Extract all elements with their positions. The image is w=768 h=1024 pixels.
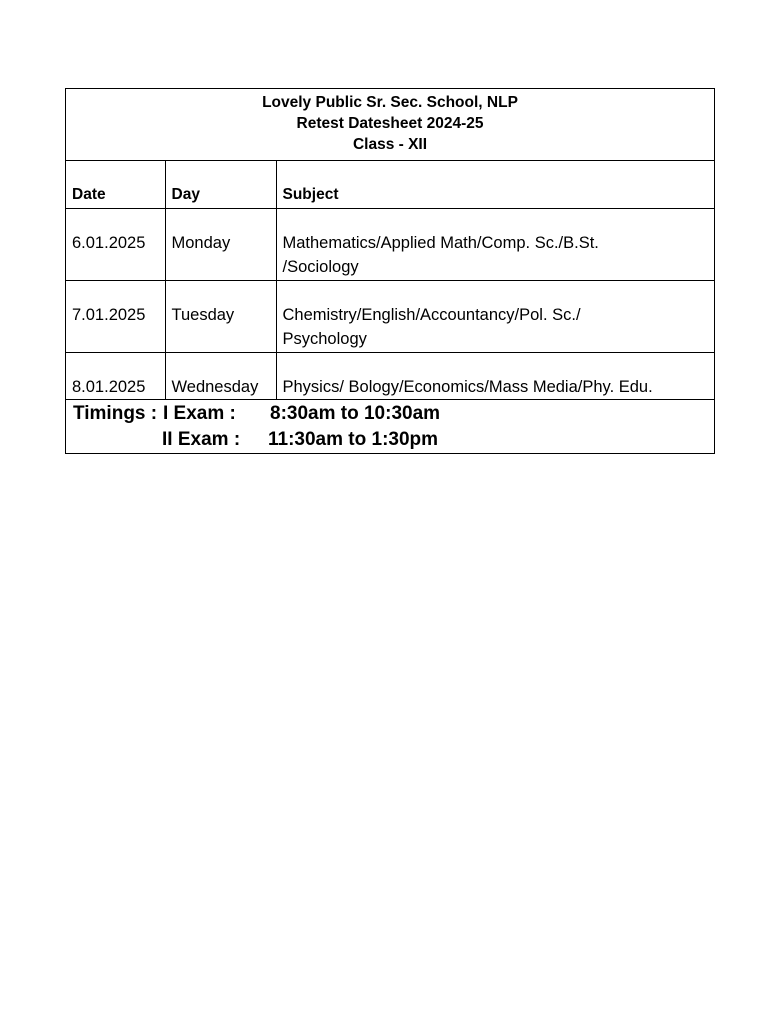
class-label: Class - XII — [352, 136, 428, 153]
column-header-date: Date — [66, 161, 165, 208]
row-subject — [276, 280, 714, 352]
datesheet-header — [66, 89, 714, 161]
exam2-time: 11:30am to 1:30pm — [268, 428, 439, 450]
schedule-grid — [66, 161, 714, 400]
table-row — [66, 352, 714, 399]
row-subject-line: /Sociology — [282, 257, 359, 276]
row-day: Monday — [165, 208, 276, 280]
column-header-day: Day — [165, 161, 276, 208]
school-name: Lovely Public Sr. Sec. School, NLP — [262, 94, 518, 111]
row-subject-line: Mathematics/Applied Math/Comp. Sc./B.St. — [282, 233, 599, 252]
column-header-row — [66, 161, 714, 208]
row-subject — [276, 208, 714, 280]
timing-line-first — [73, 401, 714, 427]
datesheet-table — [65, 88, 715, 454]
row-day: Tuesday — [165, 280, 276, 352]
row-subject-line: Psychology — [282, 329, 367, 348]
exam-timings — [66, 400, 714, 453]
timings-label: Timings : — [73, 402, 158, 424]
column-header-subject: Subject — [276, 161, 714, 208]
table-row — [66, 280, 714, 352]
row-subject-line: Chemistry/English/Accountancy/Pol. Sc./ — [282, 305, 581, 324]
row-date: 8.01.2025 — [66, 352, 165, 399]
row-subject: Physics/ Bology/Economics/Mass Media/Phy. Edu. — [276, 352, 714, 399]
row-day: Wednesday — [165, 352, 276, 399]
row-date: 6.01.2025 — [66, 208, 165, 280]
exam1-label: I Exam : — [163, 402, 236, 424]
exam2-label: II Exam : — [162, 428, 241, 450]
timing-line-second — [73, 427, 714, 453]
row-date: 7.01.2025 — [66, 280, 165, 352]
datesheet-title: Retest Datesheet 2024-25 — [296, 115, 484, 132]
table-row — [66, 208, 714, 280]
exam1-time: 8:30am to 10:30am — [270, 402, 441, 424]
